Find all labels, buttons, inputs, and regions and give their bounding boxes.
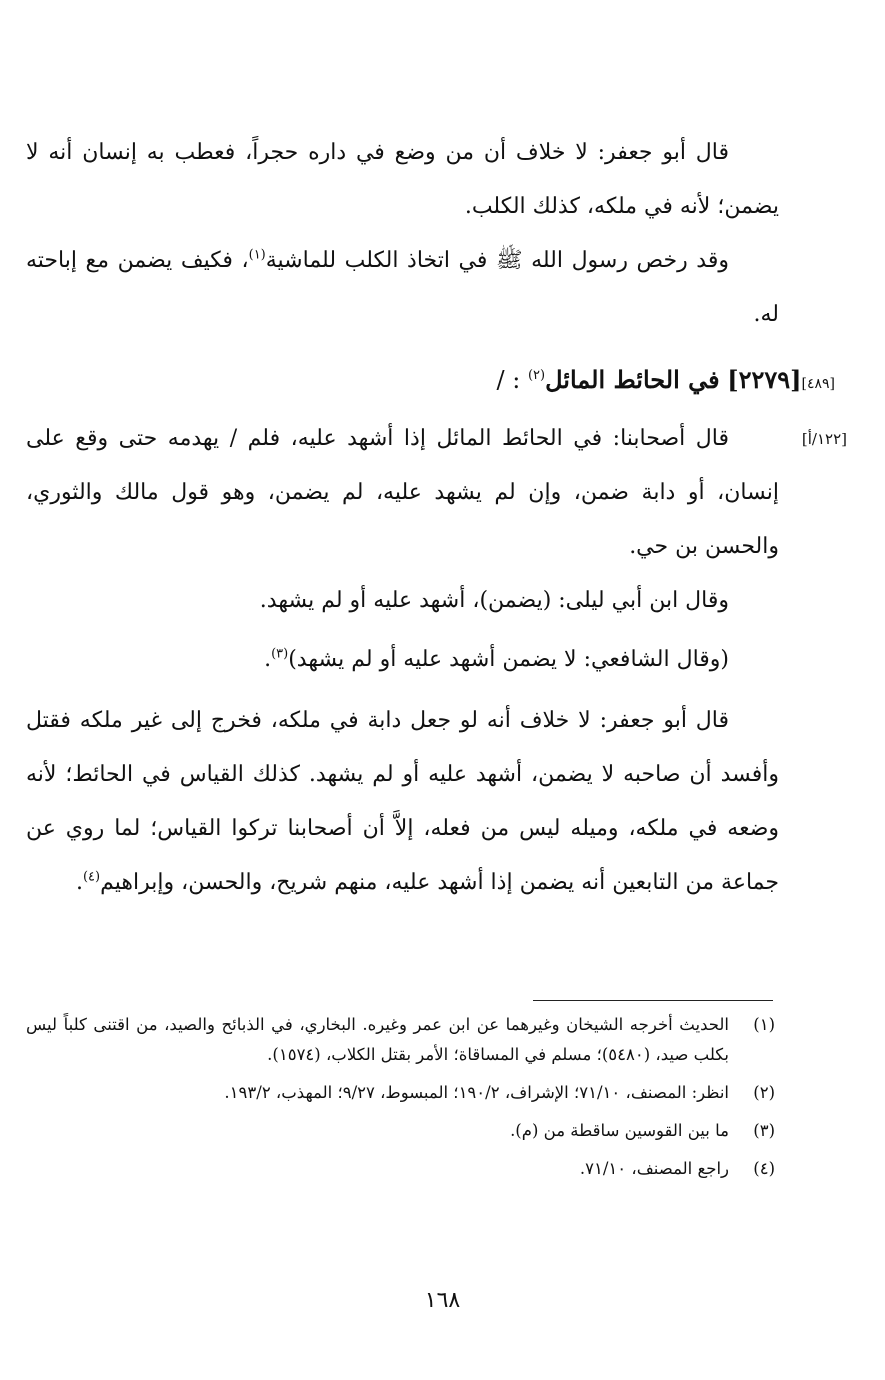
footnote-1 — [26, 1010, 775, 1070]
footnote-3 — [26, 1116, 775, 1146]
paragraph-6 — [26, 694, 779, 910]
footnote-1-number: (١) — [753, 1015, 775, 1034]
footnote-3-number: (٣) — [753, 1121, 775, 1140]
footnote-1-text: الحديث أخرجه الشيخان وغيرهما عن ابن عمر وغيره. البخاري، في الذبائح والصيد، من اقتنى كلباً ليس بكلب صيد، (٥٤٨٠)؛ مسلم في المساقاة؛ الأمر بقتل الكلاب، (١٥٧٤). — [26, 1015, 729, 1064]
page-number: ١٦٨ — [424, 1288, 461, 1313]
section-title: في الحائط المائل — [545, 365, 720, 394]
paragraph-6-text-b: . — [75, 870, 83, 895]
footnote-4 — [26, 1154, 775, 1184]
footnote-2-number: (٢) — [753, 1083, 775, 1102]
footnote-marker-3[interactable]: (٣) — [271, 646, 289, 662]
footnote-marker-2[interactable]: (٢) — [527, 368, 546, 383]
footnote-marker-4[interactable]: (٤) — [82, 869, 101, 885]
paragraph-4-text: وقال ابن أبي ليلى: (يضمن)، أشهد عليه أو لم يشهد. — [259, 588, 729, 613]
footnote-separator — [533, 1000, 773, 1001]
section-tail: : / — [496, 366, 521, 394]
paragraph-2 — [26, 234, 779, 342]
section-heading — [497, 355, 835, 409]
footnote-4-text: راجع المصنف، ٧١/١٠. — [579, 1159, 729, 1178]
paragraph-5-text-b: . — [264, 647, 272, 672]
footnotes — [26, 1010, 775, 1192]
paragraph-2-text-b: ، فكيف يضمن مع إباحته له. — [26, 248, 779, 327]
margin-folio-ref: [١٢٢/أ] — [801, 430, 847, 448]
paragraph-6-text-a: قال أبو جعفر: لا خلاف أنه لو جعل دابة في ملكه، فخرج إلى غير ملكه فقتل وأفسد أن صاحبه لا يضمن، أشهد عليه أو لم يشهد. كذلك القياس في الحائط؛ لأنه وضعه في ملكه، وميله ليس من فعله، إلاَّ أن أصحابنا تركوا القياس؛ لما روي عن جماعة من التابعين أنه يضمن إذا أشهد عليه، منهم شريح، والحسن، وإبراهيم — [26, 708, 779, 895]
paragraph-5 — [26, 633, 779, 687]
paragraph-1 — [26, 126, 779, 234]
section-number: [٢٢٧٩] — [727, 365, 802, 394]
footnote-marker-1[interactable]: (١) — [248, 247, 266, 263]
footnote-2-text: انظر: المصنف، ٧١/١٠؛ الإشراف، ١٩٠/٢؛ المبسوط، ٩/٢٧؛ المهذب، ١٩٣/٢. — [224, 1083, 729, 1102]
paragraph-4 — [26, 574, 779, 628]
footnote-2 — [26, 1078, 775, 1108]
paragraph-2-text-a: وقد رخص رسول الله ﷺ في اتخاذ الكلب للماشية — [265, 248, 729, 273]
footnote-4-number: (٤) — [753, 1159, 775, 1178]
paragraph-3 — [26, 412, 779, 574]
paragraph-3-text: قال أصحابنا: في الحائط المائل إذا أشهد عليه، فلم / يهدمه حتى وقع على إنسان، أو دابة ضمن، وإن لم يشهد عليه، لم يضمن، وهو قول مالك والثوري، والحسن بن حي. — [26, 426, 779, 559]
footnote-3-text: ما بين القوسين ساقطة من (م). — [510, 1121, 729, 1140]
paragraph-1-text: قال أبو جعفر: لا خلاف أن من وضع في داره حجراً، فعطب به إنسان أنه لا يضمن؛ لأنه في ملكه، كذلك الكلب. — [26, 140, 779, 219]
paragraph-5-text-a: (وقال الشافعي: لا يضمن أشهد عليه أو لم يشهد) — [288, 647, 729, 672]
section-ref: [٤٨٩] — [801, 376, 835, 392]
